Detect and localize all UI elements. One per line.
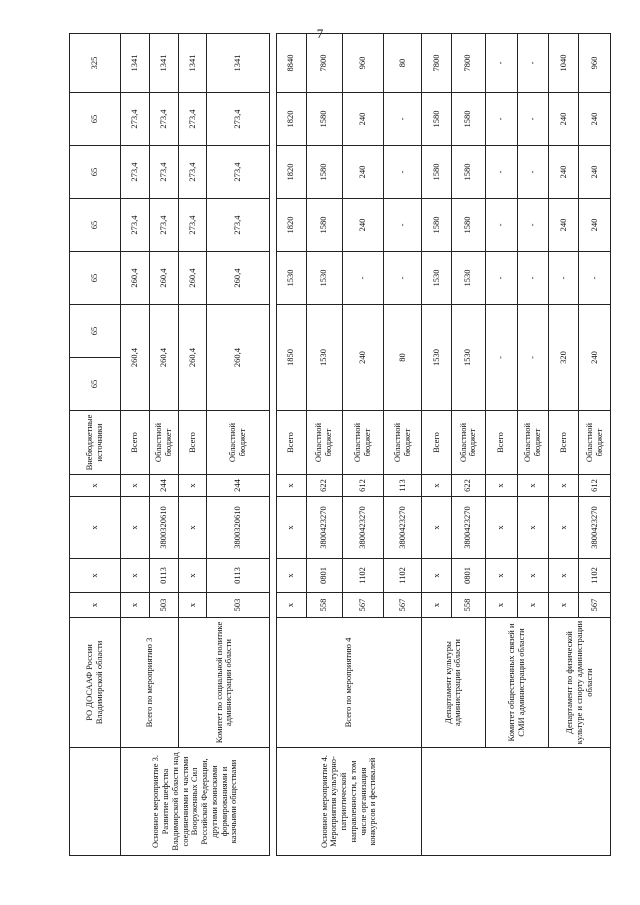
rzpr-cell: x [120, 559, 149, 593]
value-cell: 65 [70, 252, 121, 305]
value-cell: - [579, 252, 611, 305]
value-cell: - [383, 252, 421, 305]
value-cell: 1580 [451, 199, 485, 252]
executor-cell: Всего по мероприятию 4 [276, 618, 421, 748]
source-cell: Областной бюджет [517, 411, 549, 475]
source-cell: Областной бюджет [306, 411, 342, 475]
vr-cell: 244 [206, 475, 270, 497]
value-cell: 80 [383, 305, 421, 411]
value-cell: 260,4 [120, 305, 149, 411]
source-cell: Всего [422, 411, 452, 475]
value-cell: 240 [342, 305, 383, 411]
grbs-cell: x [276, 593, 306, 618]
value-cell: 240 [342, 146, 383, 199]
vr-cell: x [120, 475, 149, 497]
grbs-cell: 503 [149, 593, 179, 618]
csr-cell: x [422, 497, 452, 559]
rzpr-cell: x [549, 559, 579, 593]
csr-cell: 3800320610 [149, 497, 179, 559]
value-cell: 7800 [422, 34, 452, 93]
executor-cell: Всего по мероприятию 3 [120, 618, 178, 748]
value-cell: 1820 [276, 199, 306, 252]
rzpr-cell: x [422, 559, 452, 593]
page-number: 7 [316, 26, 324, 41]
value-cell: 1530 [451, 252, 485, 305]
vr-cell: x [276, 475, 306, 497]
value-cell: 240 [549, 146, 579, 199]
table-row [422, 34, 452, 856]
value-cell: 1530 [306, 305, 342, 411]
table-row [70, 34, 121, 856]
csr-cell: 3800423270 [383, 497, 421, 559]
value-cell: 1580 [422, 93, 452, 146]
vr-cell: x [485, 475, 517, 497]
vr-cell: 622 [451, 475, 485, 497]
value-cell: 65 [70, 93, 121, 146]
vr-cell: x [549, 475, 579, 497]
value-cell: 1530 [276, 252, 306, 305]
value-cell: 273,4 [149, 93, 179, 146]
value-cell: - [383, 93, 421, 146]
grbs-cell: 567 [342, 593, 383, 618]
source-cell: Областной бюджет [579, 411, 611, 475]
value-cell: 240 [342, 199, 383, 252]
value-cell: 1580 [306, 146, 342, 199]
value-cell: 80 [383, 34, 421, 93]
csr-cell: x [179, 497, 207, 559]
source-cell: Всего [276, 411, 306, 475]
value-cell: 260,4 [206, 305, 270, 411]
value-cell: 240 [549, 199, 579, 252]
csr-cell: 3800423270 [451, 497, 485, 559]
value-cell: 1341 [206, 34, 270, 93]
value-cell: 7800 [451, 34, 485, 93]
value-cell: 240 [579, 146, 611, 199]
value-cell: 1530 [422, 305, 452, 411]
value-cell: 1040 [549, 34, 579, 93]
value-cell: - [517, 199, 549, 252]
value-cell: 1341 [149, 34, 179, 93]
value-cell: 960 [579, 34, 611, 93]
source-cell: Внебюджетные источники [70, 411, 121, 475]
rzpr-cell: x [70, 559, 121, 593]
value-cell: - [517, 305, 549, 411]
value-cell: - [517, 93, 549, 146]
value-cell: 1341 [179, 34, 207, 93]
value-cell: 240 [549, 93, 579, 146]
value-cell: 260,4 [179, 305, 207, 411]
value-cell: 273,4 [149, 199, 179, 252]
value-cell: - [383, 199, 421, 252]
activity-cell [70, 748, 121, 856]
value-cell: 260,4 [149, 252, 179, 305]
vr-cell: 113 [383, 475, 421, 497]
value-cell: 320 [549, 305, 579, 411]
value-cell: - [485, 199, 517, 252]
vr-cell: 622 [306, 475, 342, 497]
value-cell: 273,4 [206, 199, 270, 252]
csr-cell: x [517, 497, 549, 559]
value-cell: 1820 [276, 146, 306, 199]
rzpr-cell: x [517, 559, 549, 593]
table-row [276, 34, 306, 856]
executor-cell: Комитет по социальной политике администрации области [179, 618, 270, 748]
source-cell: Областной бюджет [342, 411, 383, 475]
table-row [179, 34, 207, 856]
vr-cell: x [517, 475, 549, 497]
value-cell: 273,4 [206, 93, 270, 146]
value-cell: - [485, 252, 517, 305]
value-cell: - [517, 34, 549, 93]
source-cell: Всего [179, 411, 207, 475]
grbs-cell: x [179, 593, 207, 618]
grbs-cell: 558 [306, 593, 342, 618]
activity-cell [422, 748, 611, 856]
vr-cell: 612 [342, 475, 383, 497]
value-cell: 1580 [451, 146, 485, 199]
vr-cell: x [179, 475, 207, 497]
value-cell: 260,4 [120, 252, 149, 305]
value-cell: 273,4 [120, 93, 149, 146]
value-cell: 1580 [451, 93, 485, 146]
value-cell: 65 [70, 305, 121, 358]
grbs-cell: x [422, 593, 452, 618]
activity-cell: Основное мероприятие 4. Мероприятия культурно-патриотической направленности, в том числе организация конкурсов и фестивалей [276, 748, 421, 856]
table-row [120, 34, 149, 856]
rzpr-cell: x [179, 559, 207, 593]
table-row [485, 34, 517, 856]
executor-cell: Департамент культуры администрации области [422, 618, 486, 748]
csr-cell: 3800423270 [306, 497, 342, 559]
value-cell: 273,4 [179, 146, 207, 199]
grbs-cell: 567 [383, 593, 421, 618]
grbs-cell: x [120, 593, 149, 618]
rzpr-cell: 1102 [342, 559, 383, 593]
source-cell: Областной бюджет [383, 411, 421, 475]
value-cell: 240 [342, 93, 383, 146]
value-cell: 65 [70, 199, 121, 252]
value-cell: 65 [70, 146, 121, 199]
value-cell: 1530 [422, 252, 452, 305]
value-cell: - [549, 252, 579, 305]
value-cell: 260,4 [149, 305, 179, 411]
csr-cell: x [70, 497, 121, 559]
executor-cell: Департамент по физической культуре и спорту администрации области [549, 618, 611, 748]
csr-cell: x [120, 497, 149, 559]
csr-cell: 3800320610 [206, 497, 270, 559]
table-row [549, 34, 579, 856]
executor-cell: Комитет общественных связей и СМИ администрации области [485, 618, 549, 748]
grbs-cell: 567 [579, 593, 611, 618]
value-cell: - [485, 93, 517, 146]
grbs-cell: x [485, 593, 517, 618]
rzpr-cell: 1102 [383, 559, 421, 593]
value-cell: 65 [70, 358, 121, 411]
value-cell: 260,4 [179, 252, 207, 305]
vr-cell: 244 [149, 475, 179, 497]
rzpr-cell: 0801 [306, 559, 342, 593]
value-cell: 325 [70, 34, 121, 93]
csr-cell: 3800423270 [579, 497, 611, 559]
value-cell: 1580 [306, 199, 342, 252]
value-cell: 273,4 [149, 146, 179, 199]
vr-cell: x [422, 475, 452, 497]
rzpr-cell: x [276, 559, 306, 593]
value-cell: 1530 [451, 305, 485, 411]
source-cell: Областной бюджет [206, 411, 270, 475]
value-cell: - [383, 146, 421, 199]
csr-cell: x [549, 497, 579, 559]
source-cell: Всего [549, 411, 579, 475]
value-cell: - [485, 146, 517, 199]
source-cell: Областной бюджет [451, 411, 485, 475]
rzpr-cell: 0801 [451, 559, 485, 593]
value-cell: - [485, 34, 517, 93]
value-cell: 240 [579, 199, 611, 252]
grbs-cell: x [549, 593, 579, 618]
value-cell: 1820 [276, 93, 306, 146]
grbs-cell: 558 [451, 593, 485, 618]
rzpr-cell: 0113 [206, 559, 270, 593]
value-cell: 1580 [422, 199, 452, 252]
rzpr-cell: 0113 [149, 559, 179, 593]
source-cell: Областной бюджет [149, 411, 179, 475]
budget-table [69, 33, 611, 856]
source-cell: Всего [485, 411, 517, 475]
executor-cell: РО ДОСААФ России Владимирской области [70, 618, 121, 748]
value-cell: - [342, 252, 383, 305]
value-cell: 7800 [306, 34, 342, 93]
value-cell: 273,4 [120, 146, 149, 199]
activity-cell: Основное мероприятие 3. Развитие шефства Владимирской области над соединениями и частями Вооруженных Сил Российской Федерации, другими воинскими формированиями и казачьими обществами [120, 748, 270, 856]
value-cell: 273,4 [179, 199, 207, 252]
value-cell: - [485, 305, 517, 411]
value-cell: 240 [579, 305, 611, 411]
value-cell: 1580 [306, 93, 342, 146]
value-cell: 1530 [306, 252, 342, 305]
value-cell: - [517, 146, 549, 199]
grbs-cell: x [517, 593, 549, 618]
value-cell: 1341 [120, 34, 149, 93]
value-cell: 240 [579, 93, 611, 146]
value-cell: 1580 [422, 146, 452, 199]
csr-cell: 3800423270 [342, 497, 383, 559]
grbs-cell: x [70, 593, 121, 618]
source-cell: Всего [120, 411, 149, 475]
grbs-cell: 503 [206, 593, 270, 618]
value-cell: 273,4 [179, 93, 207, 146]
vr-cell: 612 [579, 475, 611, 497]
value-cell: - [517, 252, 549, 305]
rotated-table-wrapper [69, 40, 611, 856]
value-cell: 960 [342, 34, 383, 93]
rzpr-cell: x [485, 559, 517, 593]
vr-cell: x [70, 475, 121, 497]
value-cell: 260,4 [206, 252, 270, 305]
rzpr-cell: 1102 [579, 559, 611, 593]
value-cell: 8840 [276, 34, 306, 93]
value-cell: 273,4 [206, 146, 270, 199]
value-cell: 1850 [276, 305, 306, 411]
csr-cell: x [276, 497, 306, 559]
value-cell: 273,4 [120, 199, 149, 252]
csr-cell: x [485, 497, 517, 559]
